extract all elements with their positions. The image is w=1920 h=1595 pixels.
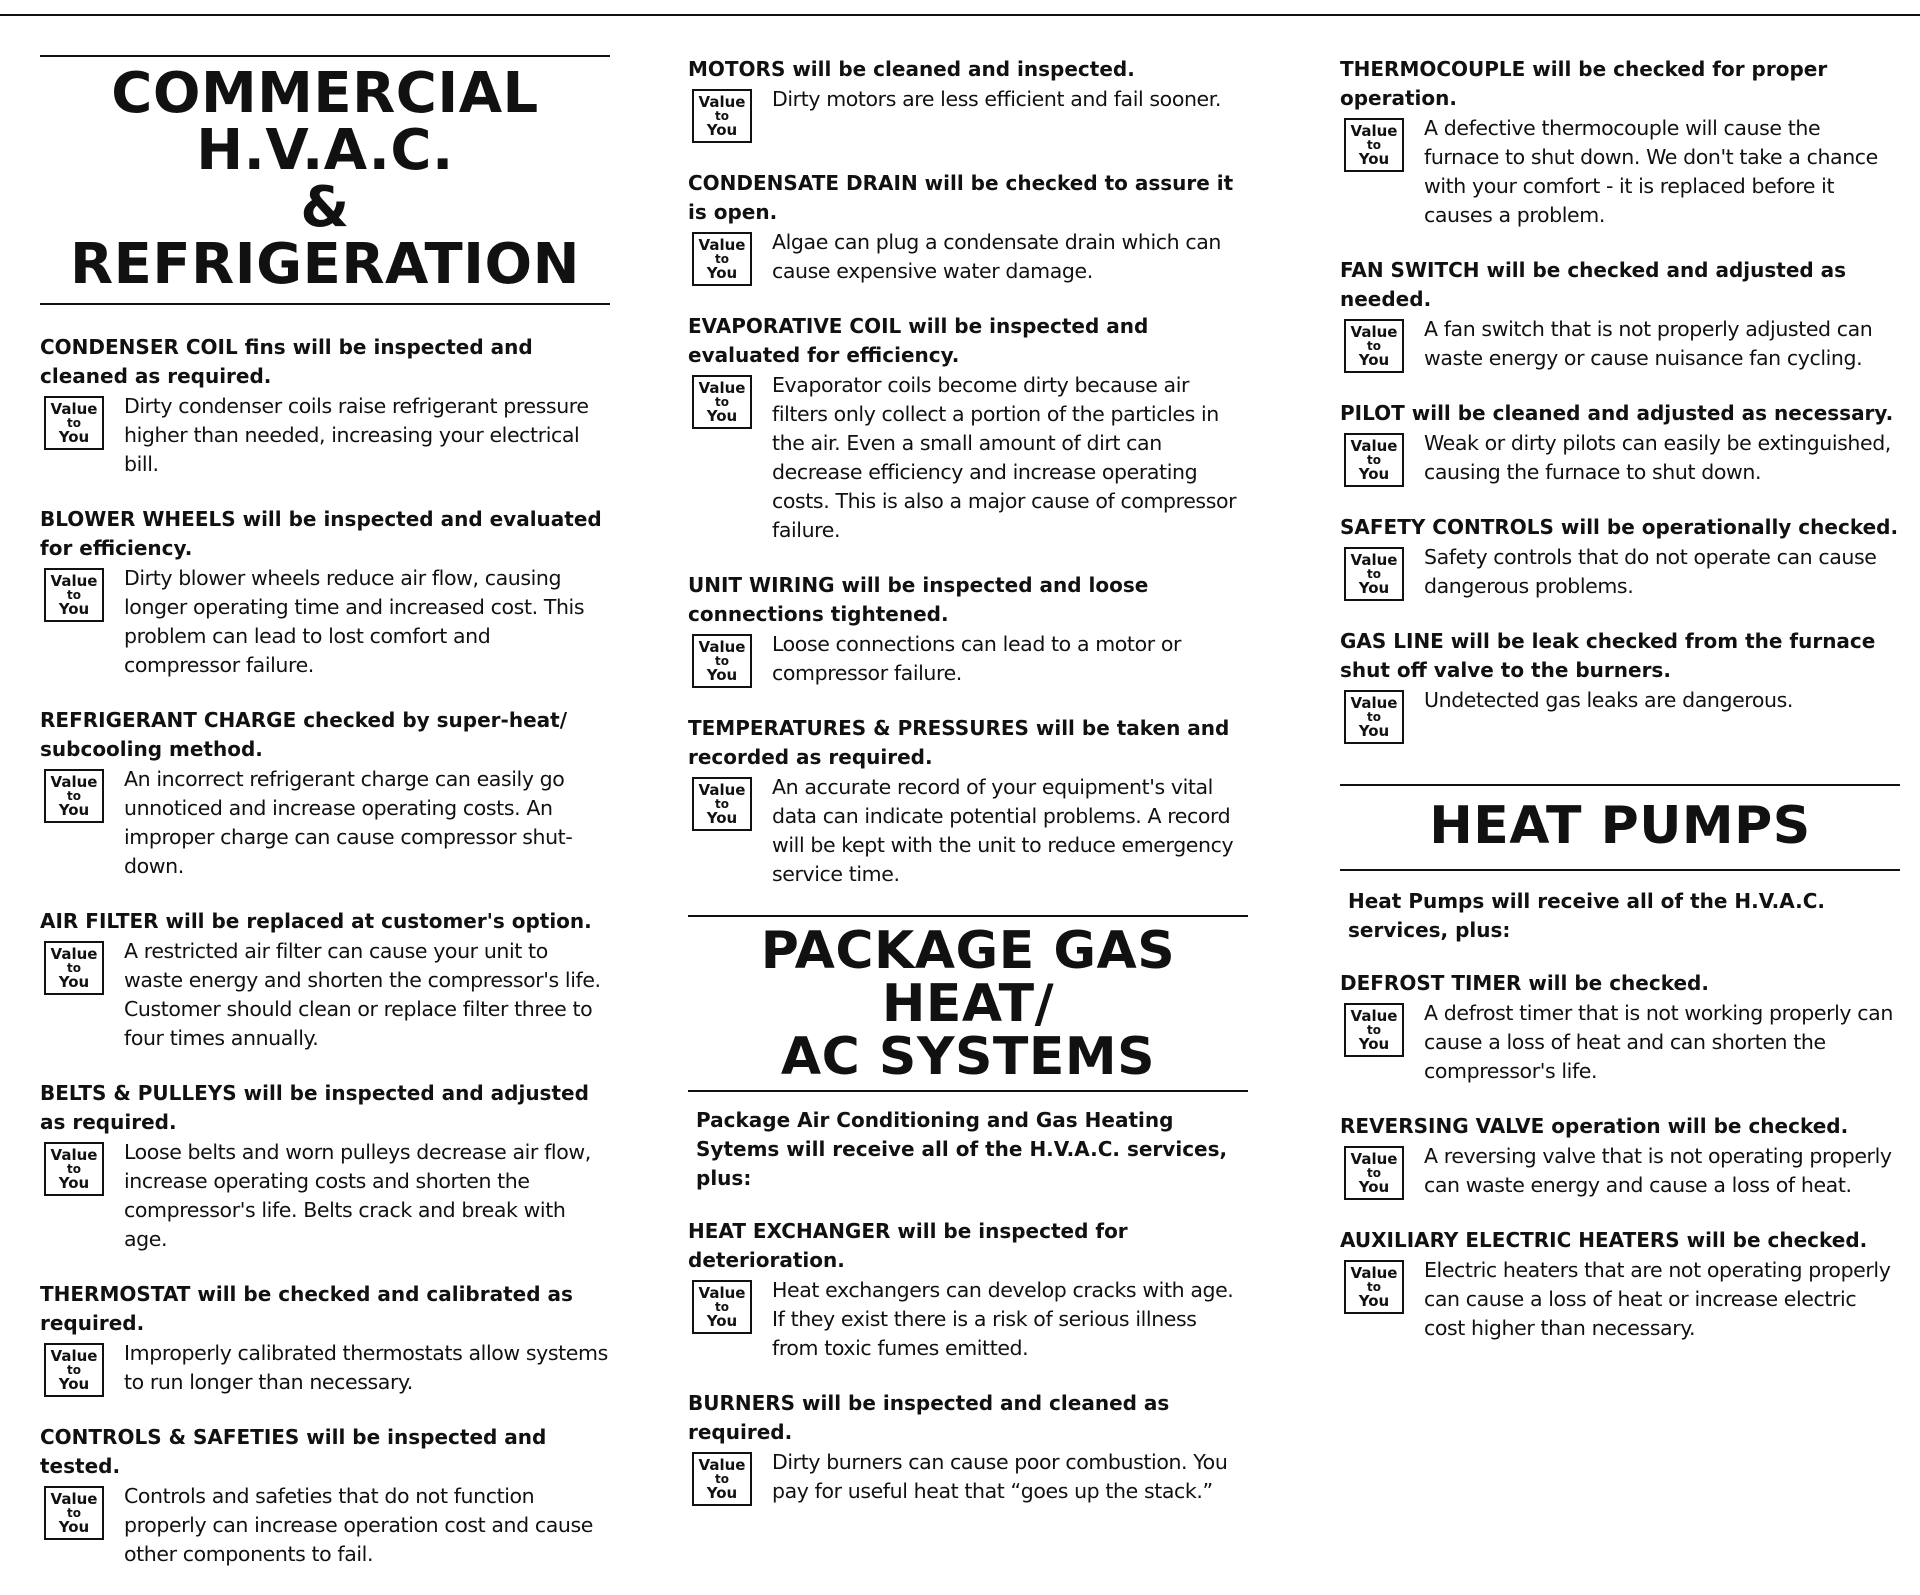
- service-description: A defrost timer that is not working properly can cause a loss of heat and can shorten the compressor's life.: [1424, 1001, 1893, 1084]
- value-to-you-badge: [692, 232, 752, 286]
- service-item: [40, 1079, 610, 1254]
- badge-text: Value: [1350, 121, 1398, 140]
- badge-text: You: [706, 665, 738, 684]
- service-body: [40, 937, 610, 1053]
- badge-text: Value: [50, 772, 98, 791]
- service-heading: REVERSING VALVE operation will be checked.: [1340, 1114, 1849, 1139]
- badge-text: Value: [50, 1489, 98, 1508]
- badge-text: to: [715, 251, 729, 266]
- service-description: Controls and safeties that do not function properly can increase operation cost and cause other components to fail.: [124, 1484, 593, 1567]
- service-description: An incorrect refrigerant charge can easily go unnoticed and increase operating costs. An improper charge can cause compressor shut-down.: [124, 767, 573, 879]
- badge-text: to: [1367, 1165, 1381, 1180]
- value-to-you-badge: [44, 769, 104, 823]
- service-item: [688, 169, 1248, 286]
- service-item: [688, 55, 1248, 143]
- value-to-you-badge: [1344, 547, 1404, 601]
- service-body: [688, 1448, 1248, 1506]
- badge-text: Value: [50, 1145, 98, 1164]
- value-to-you-badge: [1344, 1003, 1404, 1057]
- service-description: Loose belts and worn pulleys decrease air flow, increase operating costs and shorten the compressor's life. Belts crack and break with age.: [124, 1140, 591, 1252]
- top-rule: [0, 14, 1920, 16]
- service-body: [1340, 114, 1900, 230]
- service-description: Safety controls that do not operate can cause dangerous problems.: [1424, 545, 1877, 598]
- service-body: [40, 765, 610, 881]
- badge-text: You: [58, 1517, 90, 1536]
- service-heading: SAFETY CONTROLS will be operationally checked.: [1340, 515, 1899, 539]
- badge-text: Value: [1350, 550, 1398, 569]
- value-to-you-badge: [1344, 118, 1404, 172]
- badge-text: to: [1367, 338, 1381, 353]
- value-to-you-badge: [44, 1142, 104, 1196]
- badge-text: You: [706, 120, 738, 139]
- badge-text: Value: [1350, 322, 1398, 341]
- item-list: [1340, 55, 1900, 744]
- service-description: Loose connections can lead to a motor or compressor failure.: [772, 632, 1182, 685]
- badge-text: You: [1358, 1291, 1390, 1310]
- service-heading: UNIT WIRING will be inspected and loose connections tightened.: [688, 573, 1149, 626]
- service-heading: CONDENSATE DRAIN will be checked to assure it is open.: [688, 171, 1234, 224]
- service-heading: BLOWER WHEELS will be inspected and evaluated for efficiency.: [40, 507, 602, 561]
- badge-text: Value: [1350, 436, 1398, 455]
- badge-text: to: [67, 1161, 81, 1176]
- service-item: [1340, 399, 1900, 487]
- badge-text: to: [715, 108, 729, 123]
- service-body: [1340, 686, 1900, 744]
- service-body: [688, 228, 1248, 286]
- badge-text: You: [706, 1311, 738, 1330]
- service-item: [40, 505, 610, 680]
- item-list: [1340, 969, 1900, 1343]
- badge-text: You: [58, 972, 90, 991]
- service-item: [40, 907, 610, 1053]
- service-body: [40, 564, 610, 680]
- value-to-you-badge: [692, 777, 752, 831]
- service-description: Dirty condenser coils raise refrigerant pressure higher than needed, increasing your electrical bill.: [124, 394, 589, 477]
- service-heading: EVAPORATIVE COIL will be inspected and evaluated for efficiency.: [688, 314, 1149, 367]
- service-description: A restricted air filter can cause your unit to waste energy and shorten the compressor's life. Customer should clean or replace filter three to four times annually.: [124, 939, 601, 1051]
- badge-text: to: [1367, 709, 1381, 724]
- badge-text: Value: [1350, 1006, 1398, 1025]
- badge-text: Value: [698, 92, 746, 111]
- service-item: [688, 312, 1248, 545]
- badge-text: to: [67, 960, 81, 975]
- badge-text: Value: [50, 571, 98, 590]
- badge-text: to: [715, 796, 729, 811]
- service-description: Electric heaters that are not operating properly can cause a loss of heat or increase electric cost higher than necessary.: [1424, 1258, 1891, 1341]
- service-item: [688, 1389, 1248, 1506]
- badge-text: Value: [698, 637, 746, 656]
- service-heading: AIR FILTER will be replaced at customer's option.: [40, 909, 592, 934]
- value-to-you-badge: [44, 396, 104, 450]
- badge-text: You: [58, 599, 90, 618]
- service-item: [688, 571, 1248, 688]
- service-heading: GAS LINE will be leak checked from the furnace shut off valve to the burners.: [1340, 629, 1876, 682]
- service-heading: THERMOSTAT will be checked and calibrated as required.: [40, 1282, 573, 1336]
- service-heading: HEAT EXCHANGER will be inspected for deterioration.: [688, 1219, 1128, 1273]
- value-to-you-badge: [692, 375, 752, 429]
- service-heading: AUXILIARY ELECTRIC HEATERS will be checked.: [1340, 1228, 1868, 1253]
- badge-text: You: [1358, 464, 1390, 483]
- badge-text: You: [706, 263, 738, 282]
- service-item: [1340, 55, 1900, 230]
- service-description: A fan switch that is not properly adjusted can waste energy or cause nuisance fan cycling.: [1424, 317, 1873, 370]
- column-commercial-hvac: [40, 55, 610, 1595]
- service-heading: DEFROST TIMER will be checked.: [1340, 971, 1709, 996]
- badge-text: You: [1358, 578, 1390, 597]
- service-item: [1340, 627, 1900, 744]
- section-title-commercial-hvac: COMMERCIAL H.V.A.C. & REFRIGERATION: [40, 55, 610, 305]
- badge-text: Value: [698, 1455, 746, 1474]
- service-body: [688, 773, 1248, 889]
- badge-text: You: [1358, 1177, 1390, 1196]
- badge-text: Value: [50, 399, 98, 418]
- badge-text: Value: [1350, 693, 1398, 712]
- service-body: [688, 630, 1248, 688]
- badge-text: to: [67, 788, 81, 803]
- column-package-gas-heat: [688, 55, 1248, 1532]
- badge-text: Value: [1350, 1263, 1398, 1282]
- service-description: Weak or dirty pilots can easily be extinguished, causing the furnace to shut down.: [1424, 431, 1891, 484]
- service-item: [1340, 1226, 1900, 1343]
- service-heading: CONTROLS & SAFETIES will be inspected and tested.: [40, 1425, 547, 1479]
- badge-text: You: [706, 1483, 738, 1502]
- service-description: Evaporator coils become dirty because air filters only collect a portion of the particles in the air. Even a small amount of dirt can decrease efficiency and increase operating costs. This is also a major cause of compressor failure.: [772, 373, 1237, 542]
- badge-text: to: [1367, 1022, 1381, 1037]
- service-description: Improperly calibrated thermostats allow systems to run longer than necessary.: [124, 1341, 608, 1395]
- badge-text: You: [1358, 1034, 1390, 1053]
- service-body: [1340, 1256, 1900, 1343]
- service-body: [1340, 543, 1900, 601]
- badge-text: to: [715, 653, 729, 668]
- section-intro: Heat Pumps will receive all of the H.V.A.C. services, plus:: [1348, 889, 1825, 943]
- service-body: [40, 1138, 610, 1254]
- service-body: [688, 1276, 1248, 1363]
- value-to-you-badge: [1344, 433, 1404, 487]
- service-item: [1340, 256, 1900, 373]
- service-item: [1340, 1112, 1900, 1200]
- badge-text: to: [1367, 452, 1381, 467]
- badge-text: Value: [1350, 1149, 1398, 1168]
- badge-text: You: [1358, 149, 1390, 168]
- badge-text: You: [706, 406, 738, 425]
- badge-text: Value: [698, 780, 746, 799]
- column-heat-pumps: [1340, 55, 1900, 1369]
- service-item: [1340, 513, 1900, 601]
- value-to-you-badge: [692, 89, 752, 143]
- service-body: [1340, 315, 1900, 373]
- value-to-you-badge: [1344, 1146, 1404, 1200]
- service-body: [40, 1482, 610, 1569]
- badge-text: to: [67, 415, 81, 430]
- badge-text: Value: [50, 1346, 98, 1365]
- badge-text: to: [715, 1471, 729, 1486]
- value-to-you-badge: [692, 634, 752, 688]
- badge-text: to: [1367, 566, 1381, 581]
- item-list: [40, 333, 610, 1569]
- value-to-you-badge: [1344, 319, 1404, 373]
- section-title-heat-pumps: HEAT PUMPS: [1340, 784, 1900, 871]
- value-to-you-badge: [1344, 1260, 1404, 1314]
- service-heading: BELTS & PULLEYS will be inspected and adjusted as required.: [40, 1081, 589, 1135]
- service-item: [688, 714, 1248, 889]
- service-heading: BURNERS will be inspected and cleaned as required.: [688, 1391, 1170, 1445]
- service-item: [40, 333, 610, 479]
- badge-text: to: [715, 1299, 729, 1314]
- service-item: [688, 1217, 1248, 1363]
- value-to-you-badge: [44, 568, 104, 622]
- service-body: [1340, 429, 1900, 487]
- badge-text: Value: [698, 235, 746, 254]
- service-heading: CONDENSER COIL fins will be inspected and cleaned as required.: [40, 335, 533, 389]
- service-description: A reversing valve that is not operating properly can waste energy and cause a loss of heat.: [1424, 1144, 1892, 1198]
- value-to-you-badge: [692, 1452, 752, 1506]
- service-body: [688, 371, 1248, 545]
- service-description: Dirty blower wheels reduce air flow, causing longer operating time and increased cost. This problem can lead to lost comfort and compressor failure.: [124, 566, 585, 678]
- badge-text: to: [67, 1362, 81, 1377]
- badge-text: Value: [698, 1283, 746, 1302]
- service-description: Algae can plug a condensate drain which can cause expensive water damage.: [772, 230, 1221, 283]
- item-list: [688, 1217, 1248, 1506]
- value-to-you-badge: [44, 941, 104, 995]
- service-item: [40, 1423, 610, 1569]
- service-heading: FAN SWITCH will be checked and adjusted as needed.: [1340, 258, 1847, 311]
- service-body: [688, 85, 1248, 143]
- badge-text: to: [1367, 137, 1381, 152]
- service-heading: PILOT will be cleaned and adjusted as necessary.: [1340, 401, 1894, 425]
- service-body: [40, 1339, 610, 1397]
- service-body: [40, 392, 610, 479]
- value-to-you-badge: [44, 1486, 104, 1540]
- service-heading: MOTORS will be cleaned and inspected.: [688, 57, 1135, 81]
- service-heading: TEMPERATURES & PRESSURES will be taken and recorded as required.: [688, 716, 1230, 769]
- service-heading: THERMOCOUPLE will be checked for proper operation.: [1340, 57, 1828, 110]
- value-to-you-badge: [692, 1280, 752, 1334]
- section-intro: Package Air Conditioning and Gas Heating Sytems will receive all of the H.V.A.C. services, plus:: [696, 1108, 1228, 1191]
- item-list: [688, 55, 1248, 889]
- badge-text: to: [67, 1505, 81, 1520]
- service-description: Dirty burners can cause poor combustion. You pay for useful heat that “goes up the stack.”: [772, 1450, 1228, 1504]
- service-item: [1340, 969, 1900, 1086]
- service-body: [1340, 999, 1900, 1086]
- service-body: [1340, 1142, 1900, 1200]
- badge-text: to: [1367, 1279, 1381, 1294]
- badge-text: You: [58, 427, 90, 446]
- badge-text: You: [1358, 350, 1390, 369]
- service-item: [40, 1280, 610, 1397]
- service-description: Dirty motors are less efficient and fail sooner.: [772, 87, 1222, 111]
- badge-text: Value: [698, 378, 746, 397]
- badge-text: You: [58, 800, 90, 819]
- service-description: Heat exchangers can develop cracks with age. If they exist there is a risk of serious illness from toxic fumes emitted.: [772, 1278, 1234, 1361]
- section-title-package-gas-heat: PACKAGE GAS HEAT/ AC SYSTEMS: [688, 915, 1248, 1092]
- service-item: [40, 706, 610, 881]
- badge-text: You: [1358, 721, 1390, 740]
- badge-text: to: [715, 394, 729, 409]
- service-description: A defective thermocouple will cause the furnace to shut down. We don't take a chance with your comfort - it is replaced before it causes a problem.: [1424, 116, 1878, 227]
- service-description: Undetected gas leaks are dangerous.: [1424, 688, 1794, 712]
- badge-text: You: [706, 808, 738, 827]
- badge-text: You: [58, 1374, 90, 1393]
- badge-text: Value: [50, 944, 98, 963]
- badge-text: to: [67, 587, 81, 602]
- service-heading: REFRIGERANT CHARGE checked by super-heat/ subcooling method.: [40, 708, 567, 762]
- badge-text: You: [58, 1173, 90, 1192]
- value-to-you-badge: [1344, 690, 1404, 744]
- service-description: An accurate record of your equipment's vital data can indicate potential problems. A record will be kept with the unit to reduce emergency service time.: [772, 775, 1234, 886]
- value-to-you-badge: [44, 1343, 104, 1397]
